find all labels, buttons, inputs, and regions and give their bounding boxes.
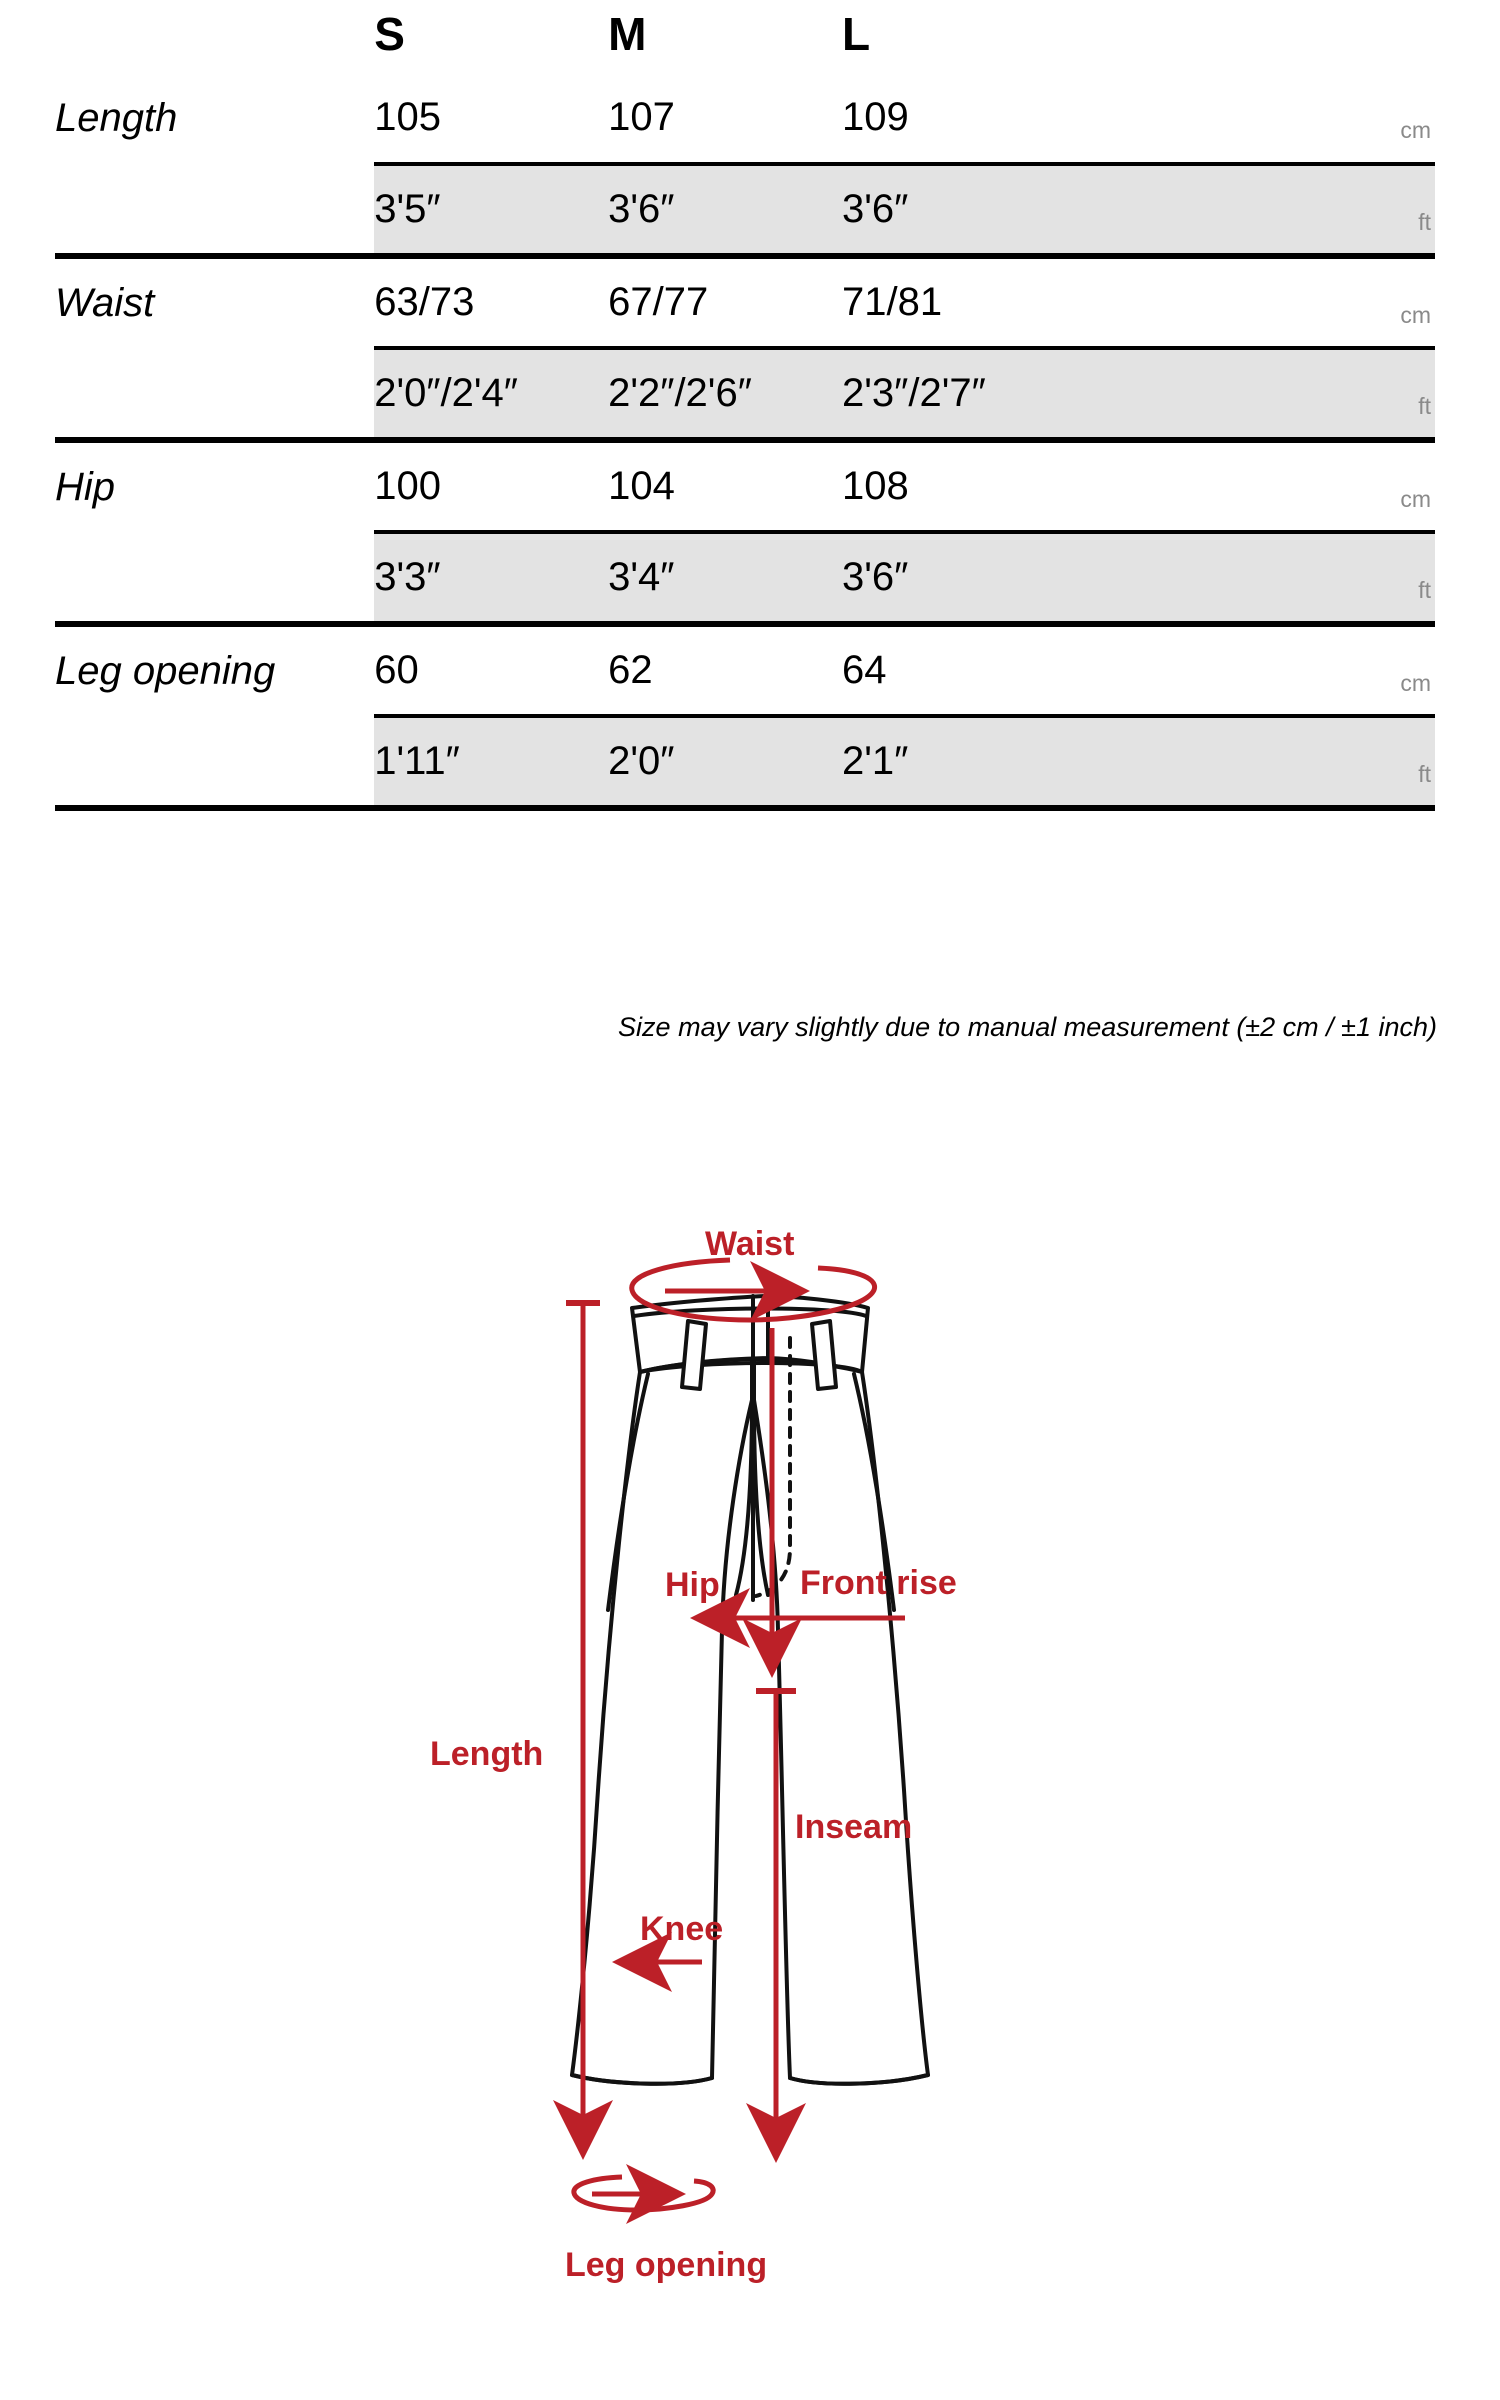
pants-left-leg-outline (572, 1359, 752, 2084)
unit-label-ft: ft (1418, 393, 1431, 419)
diagram-label-length: Length (430, 1735, 544, 1773)
value-text: 2'0″/2'4″ (374, 371, 518, 415)
unit-label-ft: ft (1418, 761, 1431, 787)
unit-label-ft: ft (1418, 209, 1431, 235)
row-label-length: Length (55, 72, 374, 164)
unit-label-cm: cm (1400, 116, 1431, 143)
diagram-label-inseam: Inseam (795, 1808, 913, 1846)
table-row (55, 256, 1435, 348)
diagram-label-hip: Hip (665, 1566, 720, 1604)
unit-cell-ft (1076, 716, 1435, 808)
cell-waist-l-cm (842, 256, 1076, 348)
cell-length-s-ft (374, 164, 608, 256)
cell-waist-m-cm (608, 256, 842, 348)
cell-legopening-l-cm (842, 624, 1076, 716)
row-label-spacer (55, 532, 374, 624)
row-label-leg-opening: Leg opening (55, 624, 374, 716)
cell-length-m-cm (608, 72, 842, 164)
unit-cell-ft (1076, 164, 1435, 256)
cell-hip-s-cm (374, 440, 608, 532)
row-label-spacer (55, 348, 374, 440)
table-row (55, 348, 1435, 440)
row-label-spacer (55, 164, 374, 256)
header-size-m: M (608, 8, 647, 60)
unit-label-cm: cm (1400, 486, 1431, 512)
cell-legopening-l-ft (842, 716, 1076, 808)
header-size-s: S (374, 8, 406, 60)
value-text: 108 (842, 464, 909, 508)
value-text: 2'2″/2'6″ (608, 371, 752, 415)
unit-cell-cm (1076, 440, 1435, 532)
size-chart-table-container (0, 0, 1500, 1042)
unit-cell-cm (1076, 72, 1435, 164)
table-row (55, 72, 1435, 164)
value-text: 62 (608, 648, 653, 692)
value-text: 3'6″ (842, 555, 909, 599)
cell-length-l-cm (842, 72, 1076, 164)
value-text: 3'6″ (842, 187, 909, 231)
value-text: 109 (842, 94, 909, 139)
table-header-row (55, 0, 1435, 72)
header-unit-blank (1076, 0, 1435, 72)
value-text: 3'4″ (608, 555, 675, 599)
diagram-label-knee: Knee (640, 1910, 724, 1948)
unit-cell-ft (1076, 532, 1435, 624)
table-row (55, 532, 1435, 624)
diagram-label-leg-opening: Leg opening (565, 2246, 768, 2284)
unit-label-cm: cm (1400, 302, 1431, 328)
diagram-label-waist: Waist (705, 1225, 795, 1263)
cell-legopening-m-cm (608, 624, 842, 716)
header-measurement-blank (55, 0, 374, 72)
table-row (55, 716, 1435, 808)
value-text: 2'3″/2'7″ (842, 371, 986, 415)
table-row (55, 440, 1435, 532)
cell-length-m-ft (608, 164, 842, 256)
value-text: 3'6″ (608, 187, 675, 231)
value-text: 71/81 (842, 280, 943, 324)
value-text: 105 (374, 94, 442, 139)
value-text: 2'1″ (842, 739, 909, 783)
value-text: 60 (374, 648, 419, 692)
row-label-spacer (55, 716, 374, 808)
cell-hip-m-ft (608, 532, 842, 624)
value-text: 1'11″ (374, 739, 460, 783)
measurement-disclaimer-note: Size may vary slightly due to manual measurement (±2 cm / ±1 inch) (618, 1012, 1437, 1042)
value-text: 107 (608, 94, 675, 139)
value-text: 63/73 (374, 280, 475, 324)
cell-legopening-s-ft (374, 716, 608, 808)
cell-hip-s-ft (374, 532, 608, 624)
unit-cell-ft (1076, 348, 1435, 440)
cell-hip-l-cm (842, 440, 1076, 532)
unit-cell-cm (1076, 624, 1435, 716)
unit-label-ft: ft (1418, 577, 1431, 603)
value-text: 104 (608, 464, 675, 508)
cell-length-s-cm (374, 72, 608, 164)
pants-measurement-diagram (0, 1150, 1500, 2400)
diagram-label-front-rise: Front rise (800, 1564, 957, 1602)
table-row (55, 624, 1435, 716)
value-text: 67/77 (608, 280, 709, 324)
cell-legopening-s-cm (374, 624, 608, 716)
cell-legopening-m-ft (608, 716, 842, 808)
pants-right-leg-outline (754, 1359, 928, 2084)
value-text: 100 (374, 464, 442, 508)
value-text: 2'0″ (608, 739, 675, 783)
pants-outline-illustration (572, 1296, 928, 2084)
value-text: 64 (842, 648, 887, 692)
cell-waist-m-ft (608, 348, 842, 440)
row-label-hip: Hip (55, 440, 374, 532)
cell-waist-s-cm (374, 256, 608, 348)
table-row (55, 164, 1435, 256)
cell-length-l-ft (842, 164, 1076, 256)
unit-label-cm: cm (1400, 670, 1431, 696)
cell-waist-s-ft (374, 348, 608, 440)
header-size-l: L (842, 8, 871, 60)
size-chart-table (55, 0, 1435, 811)
unit-cell-cm (1076, 256, 1435, 348)
pants-belt-loop-left (682, 1321, 706, 1389)
cell-hip-l-ft (842, 532, 1076, 624)
value-text: 3'5″ (374, 187, 441, 231)
cell-waist-l-ft (842, 348, 1076, 440)
row-label-waist: Waist (55, 256, 374, 348)
cell-hip-m-cm (608, 440, 842, 532)
pants-belt-loop-right (812, 1321, 836, 1389)
value-text: 3'3″ (374, 555, 441, 599)
